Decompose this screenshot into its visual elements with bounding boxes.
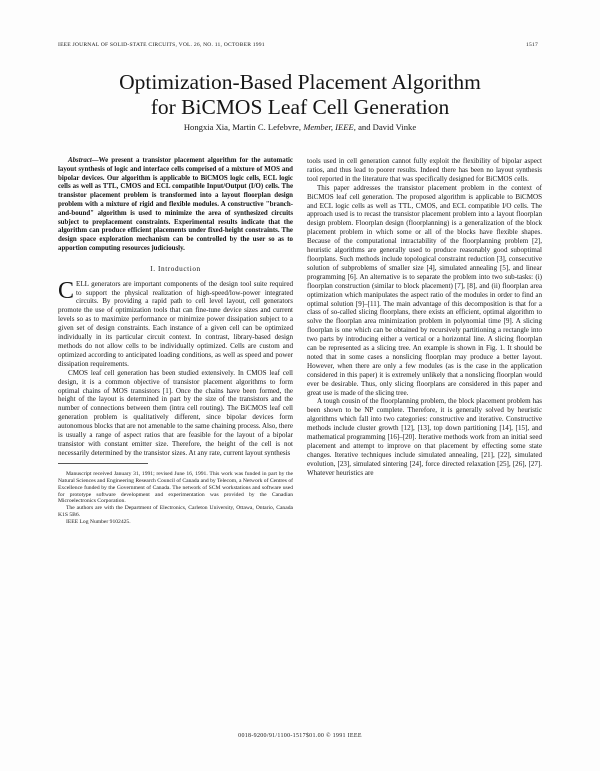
paper-title	[60, 70, 540, 120]
footnote-manuscript: Manuscript received January 31, 1991; revised June 16, 1991. This work was funded in part by the Natural Sciences and Engineering Research Council of Canada and by Telecom, a Network of Centres of Excellence funded by the Government of Canada. The network of SCM workstations and software used for prototype software development and experimentation was provided by the Canadian Microelectronics Corporation.	[58, 470, 293, 505]
abstract	[58, 157, 293, 254]
right-paragraph-3: A tough cousin of the floorplanning problem, the block placement problem has been shown to be NP complete. Therefore, it is generally solved by heuristic algorithms which fall into two categories: constructive and iterative. Constructive methods include cluster growth [12], [13], top down partitioning [14], [15], and mathematical programming [16]–[20]. Iterative methods work from an initial seed placement and attempt to improve on that placement by effecting some state changes. Iterative techniques include simulated annealing, [21], [22], simulated evolution, [23], simulated sintering [24], force directed relaxation [25], [26], [27]. Whatever heuristics are	[307, 397, 542, 477]
abstract-label: Abstract—	[68, 157, 99, 164]
title-line-2: for BiCMOS Leaf Cell Generation	[150, 95, 450, 119]
title-line-1: Optimization-Based Placement Algorithm	[119, 70, 481, 94]
page-number: 1517	[526, 42, 538, 48]
authors-last: and David Vinke	[358, 122, 417, 132]
drop-cap: C	[58, 277, 75, 304]
copyright-footer: 0018-9200/91/1100-1517$01.00 © 1991 IEEE	[238, 733, 362, 739]
section-heading-introduction: I. Introduction	[150, 264, 201, 273]
author-membership: Member, IEEE,	[303, 122, 356, 132]
right-column	[307, 157, 542, 478]
footnote-log-number: IEEE Log Number 9102425.	[66, 519, 131, 526]
right-paragraph-1: tools used in cell generation cannot fully exploit the flexibility of bipolar aspect ratios, and thus lead to poorer results. Indeed there has been no layout synthesis tool reported in the literature that was specifically designed for BiCMOS cells.	[307, 157, 542, 183]
author-line	[60, 122, 540, 132]
footnote-affiliation: The authors are with the Department of Electronics, Carleton University, Ottawa, Ontario, Canada K1S 5B6.	[58, 505, 293, 519]
authors-names: Hongxia Xia, Martin C. Lefebvre,	[183, 122, 302, 132]
intro-paragraph-1	[58, 277, 293, 369]
left-column	[58, 157, 293, 526]
intro-paragraph-2: CMOS leaf cell generation has been studied extensively. In CMOS leaf cell design, it is a common objective of transistor placement algorithms to form optimal chains of MOS transistors [1]. Once the chains have been formed, the height of the layout is determined in part by the size of the transistors and the number of connections between them (intra cell routing). The BiCMOS leaf cell generation problem is qualitatively different, since bipolar devices form autonomous blocks that are not amenable to the same chaining process. Also, there is usually a range of aspect ratios that are feasible for the layout of a bipolar transistor with constant emitter size. Therefore, the height of the cell is not necessarily determined by the transistor sizes. At any rate, current layout synthesis	[58, 368, 293, 457]
footnote	[58, 471, 293, 526]
running-header	[58, 42, 538, 52]
right-paragraph-2: This paper addresses the transistor placement problem in the context of BiCMOS leaf cell generation. The proposed algorithm is applicable to BiCMOS and ECL logic cells as well as TTL, CMOS, and ECL compatible I/O cells. The approach used is to recast the transistor placement problem into a layout floorplan design problem. Floorplan design (floorplanning) is a generalization of the block placement problem in which some or all of the blocks have flexible shapes. Because of the computational intractability of the floorplanning problem [2], heuristic algorithms are generally used to produce reasonably good suboptimal floorplans. Such methods include topological constraint reduction [3], consecutive solution of subproblems of smaller size [4], simulated annealing [5], and linear programming [6]. An alternative is to separate the problem into two sub-tasks: (i) floorplan construction (similar to block placement) [7], [8], and (ii) floorplan area optimization which manipulates the aspect ratio of the modules in order to find an optimal solution [9]–[11]. The main advantage of this decomposition is that for a class of so-called slicing floorplans, there exists an efficient, optimal algorithm to solve the floorplan area minimization problem in polynomial time [9]. A slicing floorplan is one which can be obtained by recursively partitioning a rectangle into two parts by introducing either a vertical or a horizontal line. A slicing floorplan can be represented as a slicing tree. An example is shown in Fig. 1. It should be noted that in some cases a nonslicing floorplan may produce a better layout. However, when there are only a few modules (as is the case in the application considered in this paper) it is extremely unlikely that a nonslicing floorplan would ever be desirable. Thus, only slicing floorplans are considered in this paper and great use is made of the slicing tree.	[307, 183, 542, 397]
journal-header: IEEE JOURNAL OF SOLID-STATE CIRCUITS, VOL. 26, NO. 11, OCTOBER 1991	[58, 42, 265, 48]
intro-paragraph-1-text: ELL generators are important components of the design tool suite required to support the physical realization of high-speed/low-power integrated circuits. By providing a rapid path to cell level layout, cell generators promote the use of optimization tools that can fine-tune device sizes and current levels so as to maximize performance or minimize power dissipation subject to a given set of design constraints. Each instance of a given cell can be optimized individually in its particular circuit context. In contrast, library-based design methods do not allow cells to be individually optimized. Cells are custom and optimized according to anticipated loading conditions, as well as speed and power dissipation requirements.	[58, 279, 293, 368]
footnote-rule	[58, 463, 148, 468]
abstract-text: We present a transistor placement algorithm for the automatic layout synthesis of logic and interface cells comprised of a mixture of MOS and bipolar devices. Our algorithm is applicable to BiCMOS logic cells, ECL logic cells as well as TTL, CMOS and ECL compatible Input/Output (I/O) cells. The transistor placement problem is transformed into a layout floorplan design problem with a mixture of rigid and flexible modules. A constructive "branch-and-bound" algorithm is used to minimize the area of synthesized circuits subject to preplacement constraints. Experimental results indicate that the algorithm can produce efficient placements under fixed-height constraints. The design space exploration mechanism can be controlled by the user so as to apportion computing resources judiciously.	[58, 157, 293, 252]
